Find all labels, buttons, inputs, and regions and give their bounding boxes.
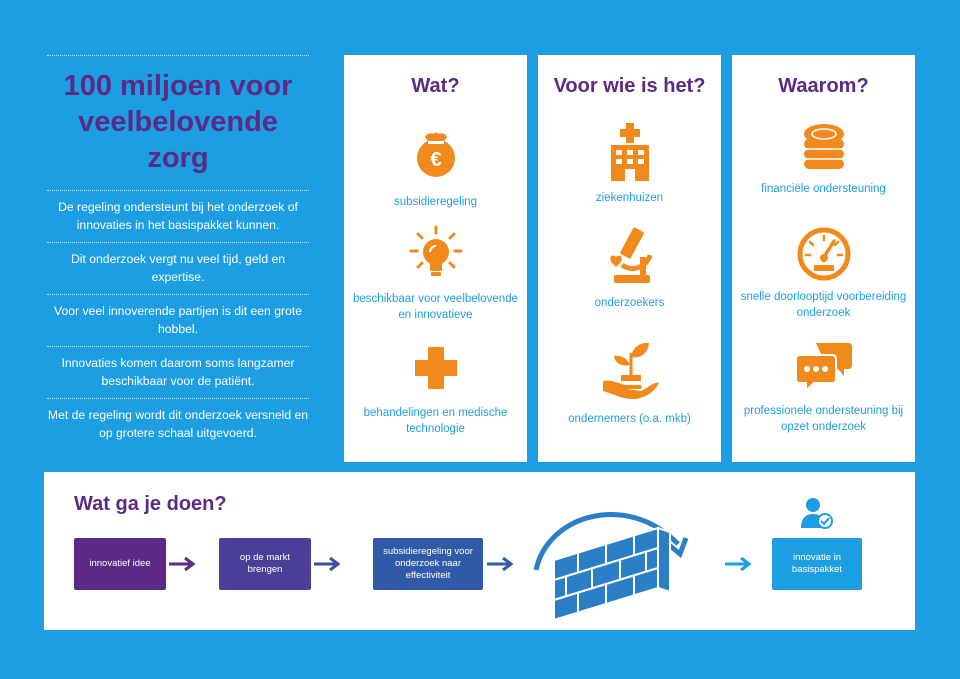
item-label: behandelingen en medische technologie xyxy=(363,407,508,435)
card-item xyxy=(538,121,721,206)
coins-icon xyxy=(799,121,849,173)
item-label: beschikbaar voor veelbelovende en innovatieve xyxy=(353,293,518,321)
card-item xyxy=(732,121,915,197)
speedometer-icon xyxy=(797,227,851,281)
item-label: subsidieregeling xyxy=(393,196,478,208)
process-panel xyxy=(44,472,915,630)
intro-paragraph-5: Met de regeling wordt dit onderzoek versneld en op grotere schaal uitgevoerd. xyxy=(47,408,309,440)
intro-paragraph-4: Innovaties komen daarom soms langzamer beschikbaar voor de patiënt. xyxy=(61,356,295,388)
intro-paragraph-2: Dit onderzoek vergt nu veel tijd, geld en expertise. xyxy=(70,252,286,284)
hospital-icon xyxy=(605,121,655,183)
item-label: ziekenhuizen xyxy=(595,192,664,204)
item-label: ondernemers (o.a. mkb) xyxy=(568,413,691,425)
intro-paragraph-1: De regeling ondersteunt bij het onderzoek of innovaties in het basispakket kunnen. xyxy=(58,200,298,232)
arrow-right-icon xyxy=(313,556,341,572)
step-label: op de markt brengen xyxy=(239,552,291,575)
lightbulb-icon xyxy=(406,225,466,281)
arrow-right-icon xyxy=(486,556,514,572)
arrow-right-icon xyxy=(724,556,752,572)
intro-paragraph-3: Voor veel innoverende partijen is dit een grote hobbel. xyxy=(54,304,302,336)
item-label: onderzoekers xyxy=(594,297,665,309)
process-title: Wat ga je doen? xyxy=(74,493,227,515)
arrow-right-icon xyxy=(168,556,196,572)
card-item xyxy=(538,225,721,311)
card-item xyxy=(538,339,721,427)
card-title: Voor wie is het? xyxy=(553,75,706,97)
item-label: financiële ondersteuning xyxy=(761,183,886,195)
step-label: innovatief idee xyxy=(89,558,151,569)
step-label: subsidieregeling voor onderzoek naar effectiviteit xyxy=(383,546,473,581)
plant-hand-icon xyxy=(599,339,661,401)
card-title: Wat? xyxy=(411,75,460,97)
microscope-icon xyxy=(602,225,658,287)
step-label: innovatie in basispakket xyxy=(791,552,843,575)
item-label: snelle doorlooptijd voorbereiding onderzoek xyxy=(740,291,907,319)
step-subsidieregeling xyxy=(373,538,483,590)
card-item xyxy=(344,345,527,437)
svg-text:€: € xyxy=(429,149,442,171)
intro-column xyxy=(47,55,309,450)
money-bag-icon xyxy=(408,125,464,181)
card-title: Waarom? xyxy=(778,75,869,97)
chat-bubbles-icon xyxy=(794,339,854,395)
step-innovatief-idee xyxy=(74,538,166,590)
brick-wall-icon xyxy=(528,492,698,624)
card-waarom xyxy=(732,55,915,462)
medical-cross-icon xyxy=(413,345,459,391)
step-op-de-markt xyxy=(219,538,311,590)
card-item xyxy=(732,227,915,321)
card-item xyxy=(732,339,915,435)
card-voor-wie xyxy=(538,55,721,462)
item-label: professionele ondersteuning bij opzet onderzoek xyxy=(743,405,904,433)
card-item xyxy=(344,225,527,323)
card-wat xyxy=(344,55,527,462)
divider xyxy=(47,55,309,56)
patient-check-icon xyxy=(799,496,833,530)
card-item xyxy=(344,125,527,210)
step-innovatie-basispakket xyxy=(772,538,862,590)
page-title: 100 miljoen voor veelbelovende zorg xyxy=(63,70,293,174)
